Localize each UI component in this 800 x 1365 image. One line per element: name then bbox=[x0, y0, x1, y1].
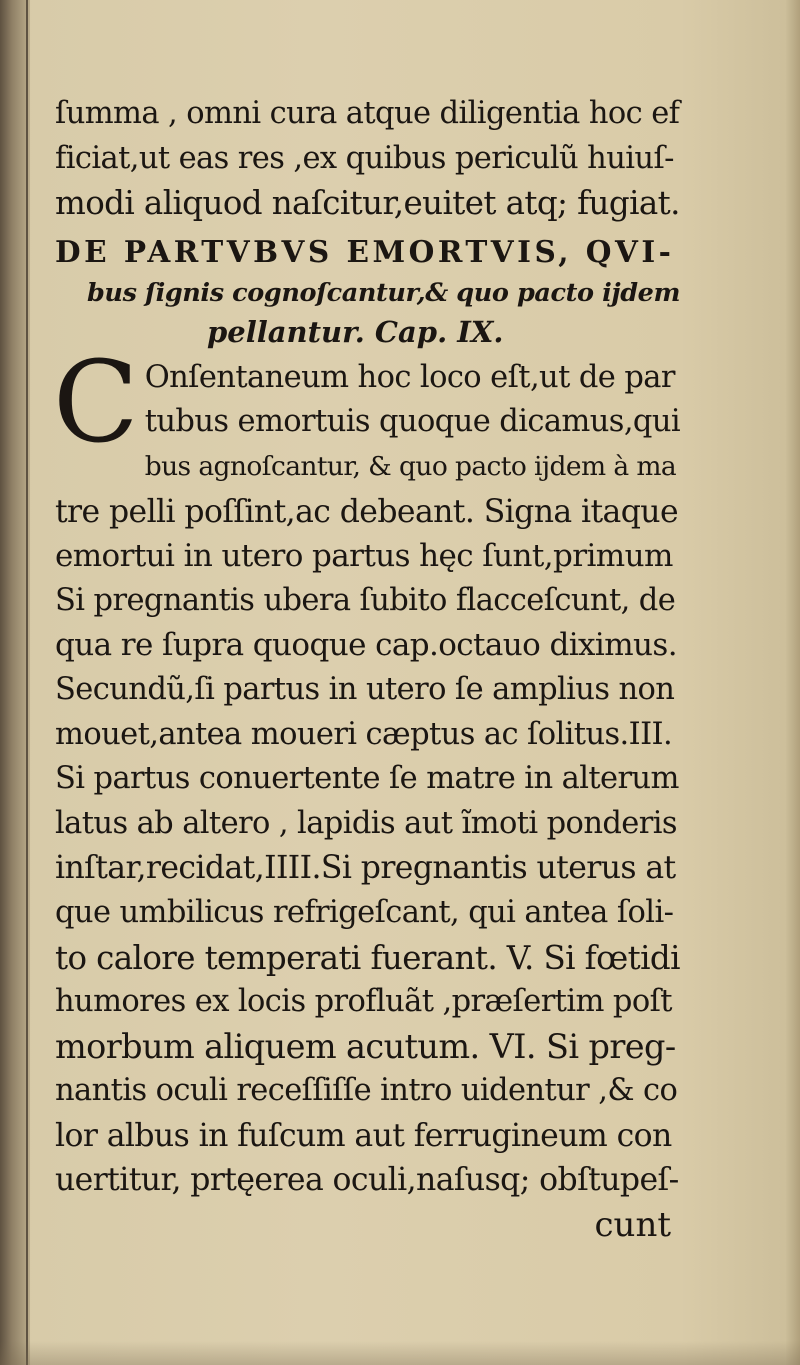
paragraph-line-6: Si pregnantis ubera ſubito flacceſcunt, de bbox=[55, 582, 676, 618]
paragraph-line-1: Onſentaneum hoc loco eſt,ut de par bbox=[144, 359, 675, 395]
paragraph-line-19: uertitur, prtęerea oculi,naſusq; obſtupeſ- bbox=[55, 1162, 679, 1199]
paragraph-line-7: qua re ſupra quoque cap.octauo diximus. bbox=[55, 627, 677, 664]
paragraph-line-18: lor albus in fuſcum aut ferrugineum con bbox=[55, 1117, 672, 1154]
chapter-heading: DE PARTVBVS EMORTVIS, QVI- bbox=[55, 233, 675, 269]
page-right-edge bbox=[786, 0, 800, 1365]
paragraph-line-10: Si partus conuertente ſe matre in alterum bbox=[55, 761, 679, 797]
catchword: cunt bbox=[594, 1205, 671, 1246]
paragraph-line-8: Secundũ,ſi partus in utero ſe amplius non bbox=[55, 671, 675, 707]
paragraph-line-11: latus ab altero , lapidis aut ĩmoti ponderis bbox=[55, 805, 677, 841]
paragraph-line-3: bus agnoſcantur, & quo pacto ijdem à ma bbox=[144, 450, 677, 482]
paragraph-line-13: que umbilicus refrigeſcant, qui antea ſoli- bbox=[55, 894, 674, 930]
paragraph-line-15: humores ex locis profluãt ,præſertim poſt bbox=[55, 984, 672, 1020]
text-line-3: modi aliquod naſcitur,euitet atq; fugiat. bbox=[55, 184, 680, 223]
chapter-heading-line-2: bus ſignis cognoſcantur,& quo pacto ijdem bbox=[87, 277, 681, 308]
paragraph-line-17: nantis oculi receſſiſſe intro uidentur ,& co bbox=[55, 1073, 678, 1109]
dropcap-letter: C bbox=[53, 337, 139, 468]
paragraph-line-4: tre pelli poſſint,ac debeant. Signa itaque bbox=[55, 493, 678, 530]
text-line-2: ficiat,ut eas res ,ex quibus periculũ huiuſ- bbox=[55, 140, 674, 176]
text-block bbox=[53, 92, 681, 1247]
paragraph-line-9: mouet,antea moueri cæptus ac ſolitus.III. bbox=[55, 716, 673, 752]
chapter-heading-line-3: pellantur. Cap. IX. bbox=[207, 314, 504, 349]
text-line-1: ſumma , omni cura atque diligentia hoc ef bbox=[55, 96, 680, 131]
paragraph-line-14: to calore temperati fuerant. V. Si fœtidi bbox=[55, 938, 680, 977]
page-gutter-line bbox=[26, 0, 28, 1365]
page-bottom-shadow bbox=[0, 1341, 800, 1365]
paragraph-line-5: emortui in utero partus hęc ſunt,primum bbox=[55, 538, 673, 575]
paragraph-line-2: tubus emortuis quoque dicamus,qui bbox=[144, 404, 681, 440]
paragraph-line-16: morbum aliquem acutum. VI. Si preg- bbox=[55, 1026, 676, 1066]
paragraph-line-12: inſtar,recidat,IIII.Si pregnantis uterus at bbox=[55, 850, 676, 887]
